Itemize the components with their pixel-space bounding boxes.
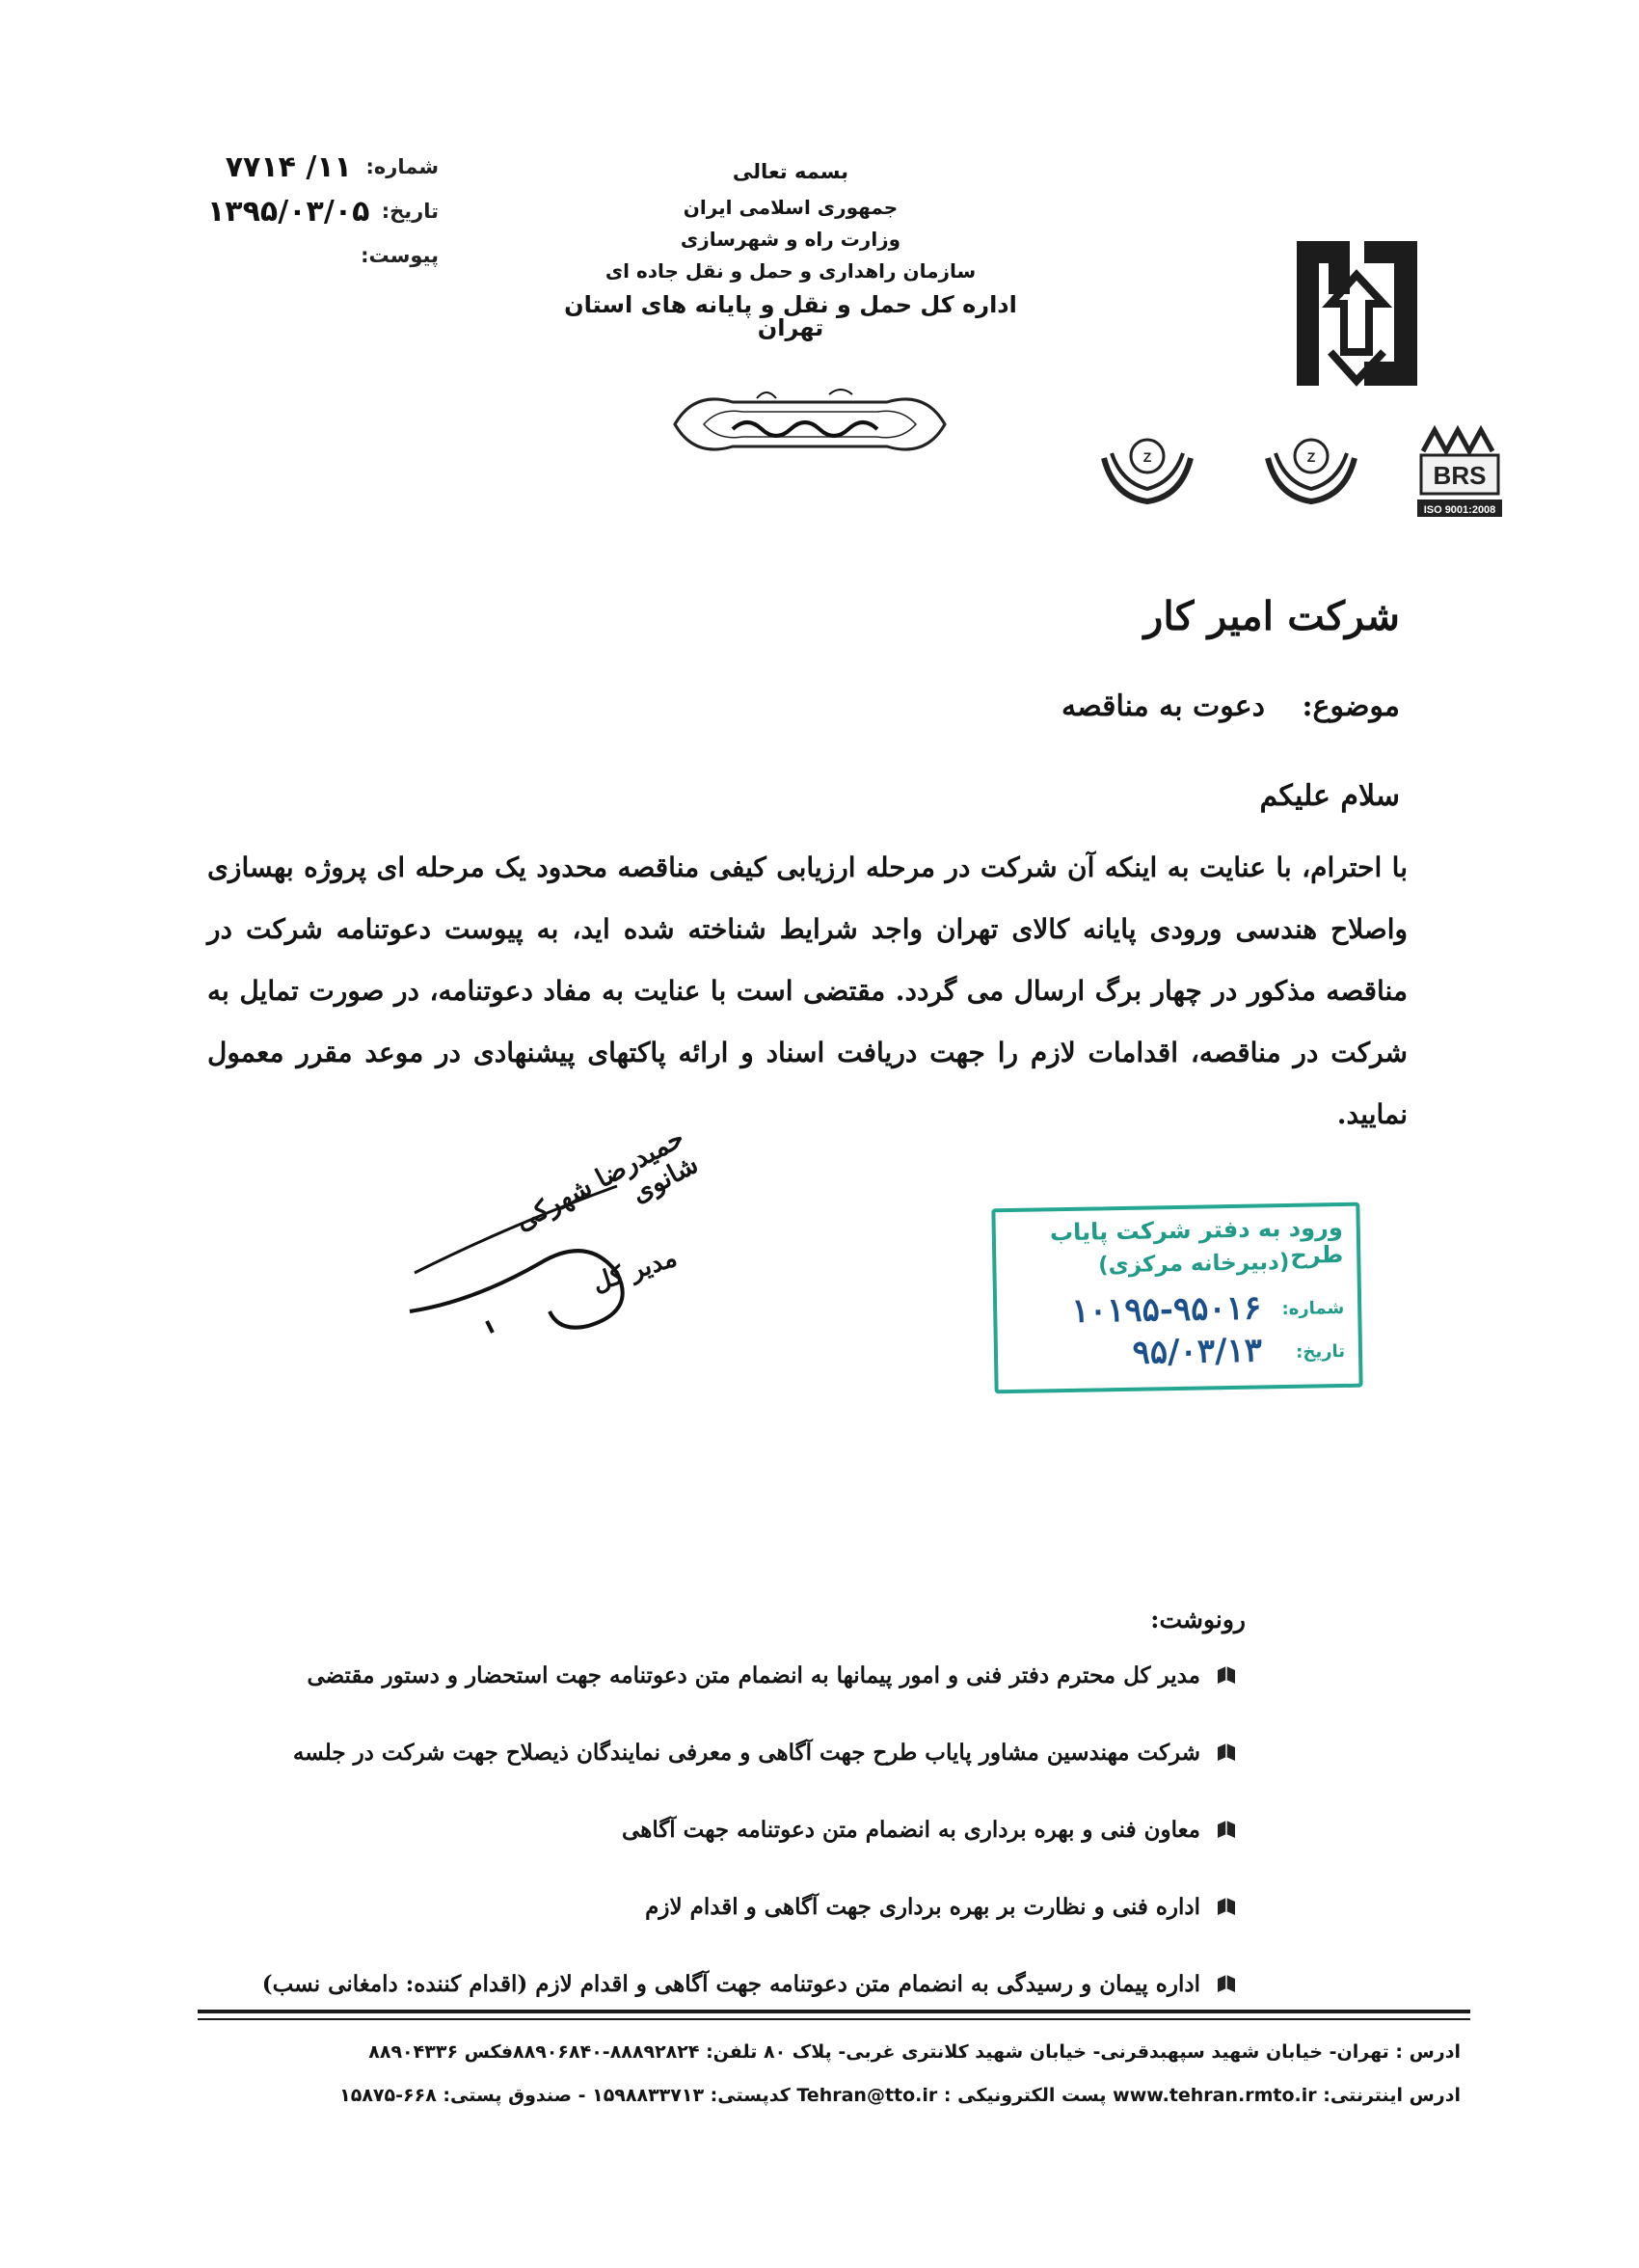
stamp-subtitle: (دبیرخانه مرکزی) (1097, 1249, 1290, 1279)
number-row (207, 145, 439, 189)
certification-wreath-icon (1094, 429, 1200, 506)
cc-item-text: معاون فنی و بهره برداری به انضمام متن دعوتنامه جهت آگاهی (622, 1816, 1200, 1843)
footer-divider (198, 2010, 1470, 2013)
brs-text: BRS (1433, 461, 1487, 490)
iso-cert-text: ISO 9001:2008 (1423, 504, 1496, 516)
subject-value: دعوت به مناقصه (1061, 689, 1266, 723)
number-label: شماره: (365, 155, 439, 178)
subject-label: موضوع: (1302, 689, 1400, 723)
received-stamp (991, 1202, 1362, 1394)
list-item (261, 1967, 1239, 2000)
subject-line (1061, 689, 1400, 723)
cc-heading: رونوشت: (1150, 1606, 1246, 1634)
attachment-label: پیوست: (361, 244, 439, 267)
footer-divider-thin (198, 2018, 1470, 2020)
date-label: تاریخ: (381, 200, 439, 223)
letterhead-header (540, 162, 1041, 339)
brs-certification-logo (1417, 424, 1502, 521)
stamp-number-value: ۱۰۱۹۵-۹۵۰۱۶ (1071, 1288, 1262, 1331)
cc-item-text: اداره پیمان و رسیدگی به انضمام متن دعوتنامه جهت آگاهی و اقدام لازم (اقدام کننده: دامغانی نسب) (261, 1970, 1200, 1997)
department-name: اداره کل حمل و نقل و پایانه های استان تهران (564, 291, 1017, 341)
stamp-title: ورود به دفتر شرکت پایاب طرح (1049, 1213, 1344, 1269)
book-bullet-icon (1214, 1740, 1239, 1765)
date-value: ۱۳۹۵/۰۳/۰۵ (207, 194, 370, 229)
list-item (307, 1659, 1239, 1691)
iso-wreath-icon (1258, 429, 1364, 506)
number-value: ۱۱/ ۷۷۱۴ (225, 149, 352, 184)
signatory-title: مدیر کل (588, 1243, 681, 1298)
country-name: جمهوری اسلامی ایران (683, 196, 899, 219)
cc-item-text: مدیر کل محترم دفتر فنی و امور پیمانها به انضمام متن دعوتنامه جهت استحضار و دستور مقتضی (307, 1661, 1200, 1688)
cc-item-text: اداره فنی و نظارت بر بهره برداری جهت آگاهی و اقدام لازم (645, 1893, 1200, 1920)
book-bullet-icon (1214, 1971, 1239, 1996)
book-bullet-icon (1214, 1894, 1239, 1919)
brs-logo-icon (1417, 424, 1502, 521)
date-row (207, 189, 439, 233)
footer-internet: ادرس اینترنتی: www.tehran.rmto.ir پست الکترونیکی : Tehran@tto.ir کدپستی: ۱۵۹۸۸۳۳۷۱۳ - صندوق پستی: ۶۶۸-۱۵۸۷۵ (339, 2085, 1461, 2106)
cc-item-text: شرکت مهندسین مشاور پایاب طرح جهت آگاهی و معرفی نمایندگان ذیصلاح جهت شرکت در جلسه (292, 1739, 1200, 1766)
slogan-cartouche-emblem (665, 381, 954, 468)
list-item (292, 1736, 1239, 1768)
svg-text:Z: Z (1306, 449, 1316, 465)
organization-logo-icon (1292, 236, 1422, 405)
organization-name: سازمان راهداری و حمل و نقل جاده ای (605, 259, 977, 283)
stamp-number-label: شماره: (1281, 1297, 1345, 1320)
stamp-date-value: ۹۵/۰۳/۱۳ (1132, 1331, 1263, 1372)
book-bullet-icon (1214, 1662, 1239, 1688)
list-item (371, 1813, 1239, 1846)
basmala: بسمه تعالی (732, 160, 849, 183)
list-item (371, 1890, 1239, 1923)
reference-block (207, 145, 439, 278)
recipient: شرکت امیر کار (1143, 593, 1400, 639)
letter-body: با احترام، با عنایت به اینکه آن شرکت در مرحله ارزیابی کیفی مناقصه محدود یک مرحله ای پروژه بهسازی واصلاح هندسی ورودی پایانه کالای تهران واجد شرایط شناخته شده اید، به پیوست دعوتنامه شرکت در مناقصه مذکور در چهار برگ ارسال می گردد. مقتضی است با عنایت به مفاد دعوتنامه، در صورت تمایل به شرکت در مناقصه، اقدامات لازم را جهت دریافت اسناد و ارائه پاکتهای پیشنهادی در موعد مقرر معمول نمایید. (207, 851, 1408, 1130)
cc-list (261, 1659, 1239, 2044)
signatory-name: حمیدرضا شهرکی شانوی (510, 1122, 704, 1237)
stamp-date-label: تاریخ: (1296, 1340, 1346, 1363)
attachment-row (207, 233, 439, 278)
ministry-name: وزارت راه و شهرسازی (680, 228, 901, 251)
svg-text:Z: Z (1142, 449, 1152, 465)
footer-address: ادرس : تهران- خیابان شهید سپهبدقرنی- خیابان شهید کلانتری غربی- پلاک ۸۰ تلفن: ۸۸۸۹۲۸۲۴-۸۸۹۰۶۸۴۰فکس ۸۸۹۰۴۳۳۶ (368, 2041, 1461, 2063)
book-bullet-icon (1214, 1817, 1239, 1842)
greeting: سلام علیکم (1259, 779, 1400, 813)
